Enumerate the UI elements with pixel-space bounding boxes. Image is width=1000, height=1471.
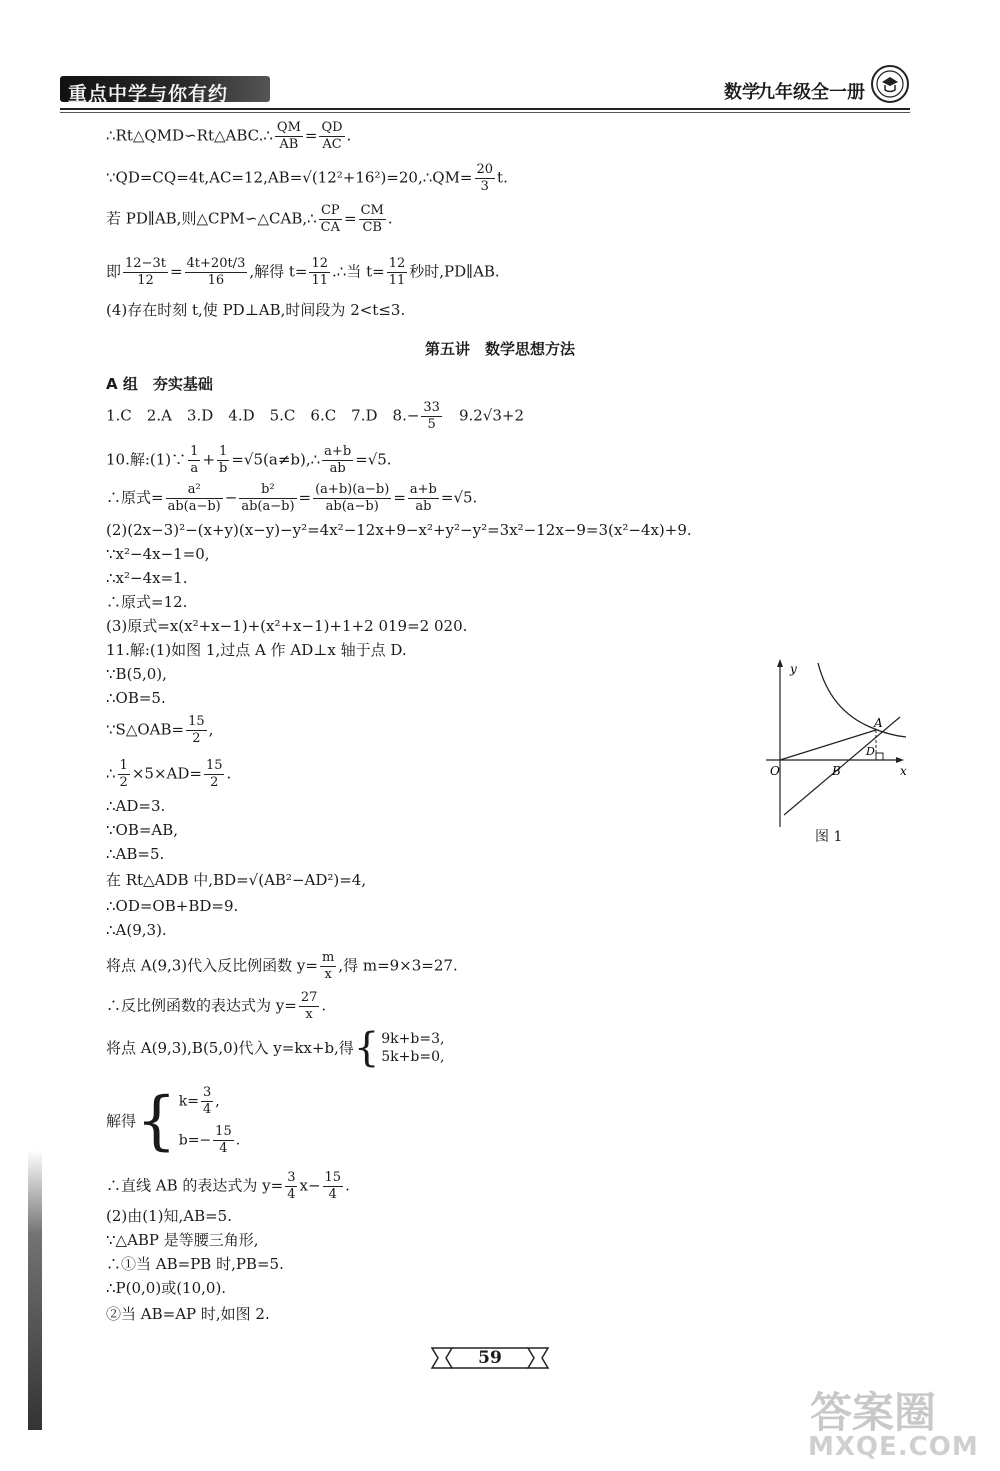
solution-line: ∴x²−4x=1. [106, 569, 188, 587]
solution-line: (2)由(1)知,AB=5. [106, 1207, 232, 1225]
scan-shadow [28, 1150, 42, 1430]
figure-caption: 图 1 [815, 829, 843, 845]
solution-line: ∵△ABP 是等腰三角形, [106, 1231, 259, 1249]
solution-line: 10.解:(1)∵ $\frac{1}{a}$ + $\frac{1}{b}$ =√5(a≠b),∴ $\frac{a+b}{ab}$ =√5. [106, 444, 392, 476]
answer-line: 1.C 2.A 3.D 4.D 5.C 6.C 7.D 8.− $\frac{33}{5}$ 9.2√3+2 [106, 400, 525, 432]
page-number-banner [430, 1344, 550, 1372]
solution-line: ∴原式=12. [106, 593, 188, 611]
right-angle-mark [876, 753, 883, 760]
watermark-url: MXQE.COM [808, 1432, 979, 1462]
solution-line: (4)存在时刻 t,使 PD⊥AB,时间段为 2<t≤3. [106, 301, 406, 319]
solution-line: ∵S△OAB= $\frac{15}{2}$ , [106, 714, 214, 746]
solution-line: ∴①当 AB=PB 时,PB=5. [106, 1255, 284, 1273]
header-rule [60, 108, 910, 110]
solution-line: 11.解:(1)如图 1,过点 A 作 AD⊥x 轴于点 D. [106, 641, 407, 659]
solution-line: ∵OB=AB, [106, 821, 179, 839]
section-title: 第五讲 数学思想方法 [424, 340, 575, 358]
solution-line: 解得{ k= $\frac{3}{4}$ , b=− $\frac{15}{4}$ . [106, 1084, 241, 1158]
label-d: D [866, 745, 875, 758]
solution-line: ∴AD=3. [106, 797, 166, 815]
watermark-logo: 答案圈 [810, 1388, 937, 1437]
solution-line: ∴直线 AB 的表达式为 y= $\frac{3}{4}$ x− $\frac{15}{4}$ . [106, 1170, 350, 1202]
header-rule-thin [60, 112, 910, 113]
group-heading: A 组 夯实基础 [106, 375, 213, 393]
solution-line: ∴反比例函数的表达式为 y= $\frac{27}{x}$ . [106, 990, 327, 1022]
solution-line: ∴AB=5. [106, 845, 165, 863]
figure-1-graph [760, 655, 910, 835]
solution-line: ∵B(5,0), [106, 665, 167, 683]
label-x: x [900, 764, 907, 778]
solution-line: ∴A(9,3). [106, 921, 167, 939]
solution-line: 将点 A(9,3),B(5,0)代入 y=kx+b,得{ 9k+b=3, 5k+b=0, [106, 1025, 445, 1071]
label-a: A [874, 716, 883, 730]
solution-line: ∴OD=OB+BD=9. [106, 897, 239, 915]
solution-line: ∵QD=CQ=4t,AC=12,AB=√(12²+16²)=20,∴QM= $\frac{20}{3}$ t. [106, 162, 508, 194]
solution-line: ∴ $\frac{1}{2}$ ×5×AD= $\frac{15}{2}$ . [106, 758, 232, 790]
line-ab [784, 717, 900, 815]
label-o: O [770, 764, 780, 778]
x-axis-arrow-icon [896, 757, 904, 763]
page-header [60, 70, 910, 108]
solution-line: ②当 AB=AP 时,如图 2. [106, 1305, 270, 1323]
solution-line: ∴Rt△QMD∽Rt△ABC.∴ $\frac{QM}{AB}$ = $\frac{QD}{AC}$ . [106, 120, 352, 152]
y-axis-arrow-icon [777, 659, 783, 667]
segment-oa [780, 730, 876, 760]
solution-line: (3)原式=x(x²+x−1)+(x²+x−1)+1+2 019=2 020. [106, 617, 468, 635]
solution-line: 若 PD∥AB,则△CPM∽△CAB,∴ $\frac{CP}{CA}$ = $\frac{CM}{CB}$ . [106, 203, 393, 235]
solution-line: ∵x²−4x−1=0, [106, 545, 210, 563]
solution-line: ∴OB=5. [106, 689, 166, 707]
solution-line: ∴P(0,0)或(10,0). [106, 1279, 227, 1297]
solution-line: 将点 A(9,3)代入反比例函数 y= $\frac{m}{x}$ ,得 m=9×3=27. [106, 950, 458, 982]
solution-line: 即 $\frac{12-3t}{12}$ = $\frac{4t+20t/3}{16}$ ,解得 t= $\frac{12}{11}$ .∴当 t= $\frac{12}{11}$ 秒时,PD∥AB. [106, 256, 500, 288]
label-y: y [790, 662, 797, 676]
series-title: 重点中学与你有约 [68, 83, 229, 105]
solution-line: (2)(2x−3)²−(x+y)(x−y)−y²=4x²−12x+9−x²+y²−y²=3x²−12x−9=3(x²−4x)+9. [106, 521, 692, 539]
grade-label: 九年级全一册 [757, 82, 865, 103]
school-emblem-icon [870, 64, 910, 104]
solution-line: 在 Rt△ADB 中,BD=√(AB²−AD²)=4, [106, 871, 367, 889]
subject-label: 数学 [724, 82, 760, 103]
solution-line: ∴原式= $\frac{\text{a²}}{ab(a-b)}$ − $\frac{\text{b²}}{ab(a-b)}$ = $\frac{(a+b)(a-b)}{ab(a-b)}$ = $\frac{a+b}{ab}$ =√5. [106, 482, 478, 514]
hyperbola-curve [818, 663, 906, 737]
page-number: 59 [478, 1348, 502, 1368]
label-b: B [832, 764, 841, 778]
